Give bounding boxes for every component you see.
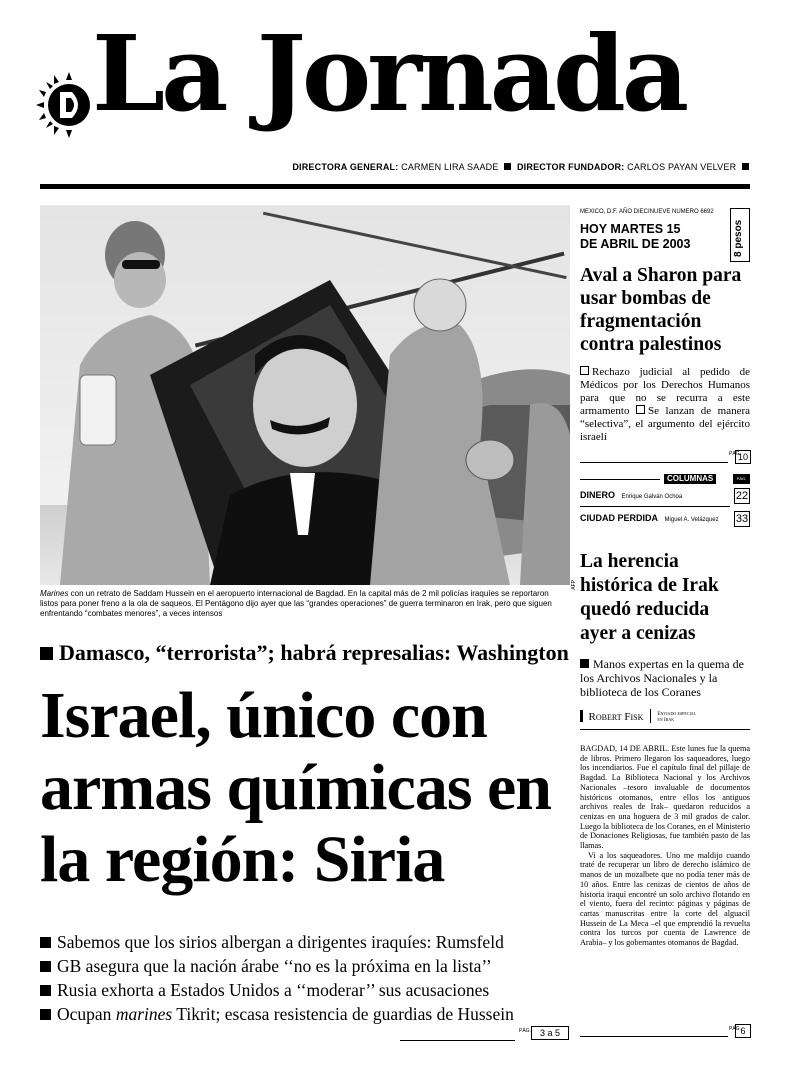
deck-italic: marines xyxy=(115,1004,173,1024)
deck-item xyxy=(40,1002,570,1026)
separator-square xyxy=(504,163,511,170)
photo-credit: AFP xyxy=(571,580,577,590)
column-name: DINERO xyxy=(580,490,616,500)
bullet-square xyxy=(40,1009,51,1020)
column-author: Enrique Galván Ochoa xyxy=(621,494,683,500)
deck-text: Tikrit; escasa resistencia de guardias de Hussein xyxy=(172,1004,514,1024)
fundador-name: CARLOS PAYAN VELVER xyxy=(627,162,737,172)
main-subhead xyxy=(40,640,569,666)
deck-text: Sabemos que los sirios albergan a dirigentes iraquíes: Rumsfeld xyxy=(57,932,504,952)
photo-caption xyxy=(40,589,568,619)
byline xyxy=(580,709,750,724)
byline-rule xyxy=(580,729,750,730)
deck-text: Rusia exhorta a Estados Unidos a ‘‘moderar’’ sus acusaciones xyxy=(57,980,490,1000)
story-paragraph: Vi a los saqueadores. Uno me maldijo cuando traté de recuperar un libro de derecho islámico de manos de un mozalbete que no podía tener más de 10 años. Entre las cenizas de cientos de años de historia iraquí encontré un solo archivo flotando en el viento, fuera del recinto: páginas y páginas de cartas manuscritas entre la corte del alguacil Hussein de La Meca –el que emprendió la revuelta contra los turcos por cuenta de Lawrence de Arabia– y los gobernantes otomanos de Bagdad. xyxy=(580,850,750,948)
column-rule xyxy=(580,506,730,507)
lead-photo xyxy=(40,205,570,585)
column-item[interactable] xyxy=(580,513,750,523)
directora-name: CARMEN LIRA SAADE xyxy=(401,162,499,172)
column-item[interactable] xyxy=(580,490,750,500)
deck-item xyxy=(40,954,570,978)
page-rule xyxy=(400,1040,515,1041)
main-subhead-text: Damasco, “terrorista”; habrá represalias: Washington xyxy=(59,640,569,665)
story2-deck xyxy=(580,657,750,699)
author-role: Enviado especial en Irak xyxy=(657,712,697,723)
story1-headline[interactable]: Aval a Sharon para usar bombas de fragmentación contra palestinos xyxy=(580,265,742,355)
story2-rule xyxy=(580,1036,728,1037)
bullet-square xyxy=(40,647,53,660)
main-decks xyxy=(40,930,570,1026)
main-headline: Israel, único con armas químicas en la región: Siria xyxy=(40,679,551,896)
fundador-label: DIRECTOR FUNDADOR: xyxy=(516,162,625,172)
pag-label: PÁG. xyxy=(519,1028,531,1034)
bullet-square xyxy=(40,937,51,948)
story1-page-ref[interactable]: 10 xyxy=(735,450,751,464)
deck-text: GB asegura que la nación árabe ‘‘no es la próxima en la lista’’ xyxy=(57,956,492,976)
bullet-square xyxy=(580,659,589,668)
story1-text-a: Rechazo judicial al pedido de Médicos por los Derechos Humanos para que no se recurra a este armamento xyxy=(580,366,750,417)
pag-label: PÁG. xyxy=(729,1026,741,1032)
story2-headline[interactable]: La herencia histórica de Irak quedó reducida ayer a cenizas xyxy=(580,551,719,644)
caption-text: con un retrato de Saddam Hussein en el aeropuerto internacional de Bagdad. En la capital más de 2 mil policías iraquíes se reportaron listos para poner freno a la ola de saqueos. El Pentágono dijo ayer que las “grandes operaciones” de guerra terminaron en Irak, pero que siguen enfrentando “combates menores”, a veces intensos xyxy=(40,589,552,618)
deck-item xyxy=(40,978,570,1002)
staff-line xyxy=(292,162,752,172)
box-bullet xyxy=(580,366,589,375)
masthead-rule xyxy=(40,184,750,189)
story2-body xyxy=(580,744,750,948)
story1-text xyxy=(580,366,750,444)
main-page-ref[interactable]: 3 a 5 xyxy=(531,1026,569,1040)
columnas-rule xyxy=(580,479,660,480)
price-box xyxy=(730,208,750,262)
column-name: CIUDAD PERDIDA xyxy=(580,513,659,523)
column-page-ref[interactable]: 33 xyxy=(735,513,749,525)
deck-item xyxy=(40,930,570,954)
box-bullet xyxy=(636,405,645,414)
columnas-label: COLUMNAS xyxy=(664,474,716,484)
separator-square xyxy=(742,163,749,170)
pag-label: PÁG. xyxy=(729,451,741,457)
author-name: Robert Fisk xyxy=(588,711,644,723)
newspaper-logo: La Jornada xyxy=(92,12,686,135)
date-line-2: DE ABRIL DE 2003 xyxy=(580,237,691,251)
story2-page-ref[interactable]: 6 xyxy=(735,1024,751,1038)
column-author: Miguel A. Velázquez xyxy=(664,517,719,523)
directora-label: DIRECTORA GENERAL: xyxy=(292,162,399,172)
column-page-ref[interactable]: 22 xyxy=(735,490,749,502)
bullet-square xyxy=(40,961,51,972)
pag-label: PÁG. xyxy=(733,474,750,484)
columnas-header xyxy=(580,474,750,484)
byline-divider xyxy=(650,709,651,723)
byline-bar xyxy=(580,710,583,722)
edition-line: MEXICO, D.F. AÑO DIECINUEVE NUMERO 6692 xyxy=(580,209,714,215)
date-line-1: HOY MARTES 15 xyxy=(580,222,681,236)
price-text: 8 pesos xyxy=(733,219,744,257)
deck-text: Ocupan xyxy=(57,1004,116,1024)
date-block xyxy=(580,222,690,252)
story1-rule xyxy=(580,462,728,463)
bullet-square xyxy=(40,985,51,996)
story1-text-b: Se lanzan de manera “selectiva”, el argumento del ejército israelí xyxy=(580,405,750,443)
story2-deck-text: Manos expertas en la quema de los Archivos Nacionales y la biblioteca de los Coranes xyxy=(580,657,744,699)
caption-lead: Marines xyxy=(40,589,69,598)
story-paragraph: BAGDAD, 14 DE ABRIL. Este lunes fue la quema de libros. Primero llegaron los saqueadores, luego los incendiarios. Fue el capítulo final del pillaje de Bagdad. La Biblioteca Nacional y los Archivos Nacionales –tesoro invaluable de documentos históricos otomanos, entre ellos los antiguos archivos reales de Irak– quedaron reducidos a cenizas en una hoguera de 3 mil grados de calor. Luego la biblioteca de los Coranes, en el Ministerio de Donaciones Religiosas, fue también pasto de las llamas. xyxy=(580,744,750,851)
